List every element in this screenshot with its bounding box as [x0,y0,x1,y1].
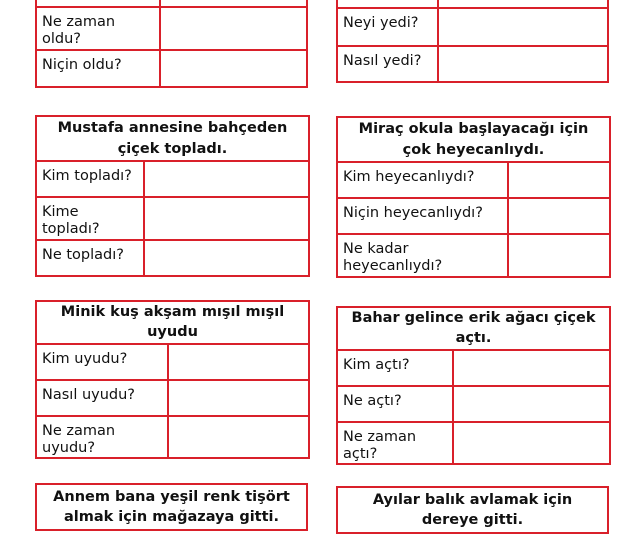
question-cell: Kim topladı? [36,161,144,197]
question-cell: Ne zaman açtı? [337,422,453,465]
card-sentence: Miraç okula başlayacağı için çok heyecanlıydı. [337,117,610,162]
card-sentence: Bahar gelince erik ağacı çiçek açtı. [337,307,610,350]
question-card-7 [336,486,611,528]
answer-cell[interactable] [168,344,309,380]
answer-cell[interactable] [168,380,309,416]
card-sentence: Minik kuş akşam mışıl mışıl uyudu [36,301,309,344]
question-cell: Kim heyecanlıydı? [337,162,508,198]
answer-cell[interactable] [453,386,610,422]
question-cell: Ne açtı? [337,386,453,422]
question-card-0 [35,0,310,84]
answer-cell[interactable] [438,46,608,82]
answer-cell[interactable] [438,8,608,46]
question-card-3 [336,116,611,278]
answer-cell[interactable] [508,162,610,198]
question-cell: Kime topladı? [36,197,144,240]
answer-cell[interactable] [453,350,610,386]
question-cell [337,0,438,8]
question-cell: Nasıl yedi? [337,46,438,82]
answer-cell[interactable] [438,0,608,8]
card-sentence: Mustafa annesine bahçeden çiçek topladı. [36,116,309,161]
question-card-6 [35,483,310,525]
answer-cell[interactable] [144,240,309,276]
question-cell: Ne topladı? [36,240,144,276]
card-sentence: Annem bana yeşil renk tişört almak için mağazaya gitti. [36,484,307,530]
card-sentence: Ayılar balık avlamak için dereye gitti. [337,487,608,533]
answer-cell[interactable] [160,7,307,50]
question-cell: Neyi yedi? [337,8,438,46]
answer-cell[interactable] [144,197,309,240]
answer-cell[interactable] [160,0,307,7]
question-cell: Kim açtı? [337,350,453,386]
question-card-2 [35,115,310,277]
answer-cell[interactable] [160,50,307,87]
question-cell: Ne zaman oldu? [36,7,160,50]
answer-cell[interactable] [508,198,610,234]
answer-cell[interactable] [144,161,309,197]
question-cell: Niçin heyecanlıydı? [337,198,508,234]
question-cell: Ne zaman uyudu? [36,416,168,459]
question-cell: Nasıl uyudu? [36,380,168,416]
question-cell: Niçin oldu? [36,50,160,87]
answer-cell[interactable] [508,234,610,277]
question-cell [36,0,160,7]
question-card-5 [336,306,611,465]
question-card-1 [336,0,611,83]
question-cell: Kim uyudu? [36,344,168,380]
question-card-4 [35,300,310,459]
question-cell: Ne kadar heyecanlıydı? [337,234,508,277]
answer-cell[interactable] [168,416,309,459]
answer-cell[interactable] [453,422,610,465]
